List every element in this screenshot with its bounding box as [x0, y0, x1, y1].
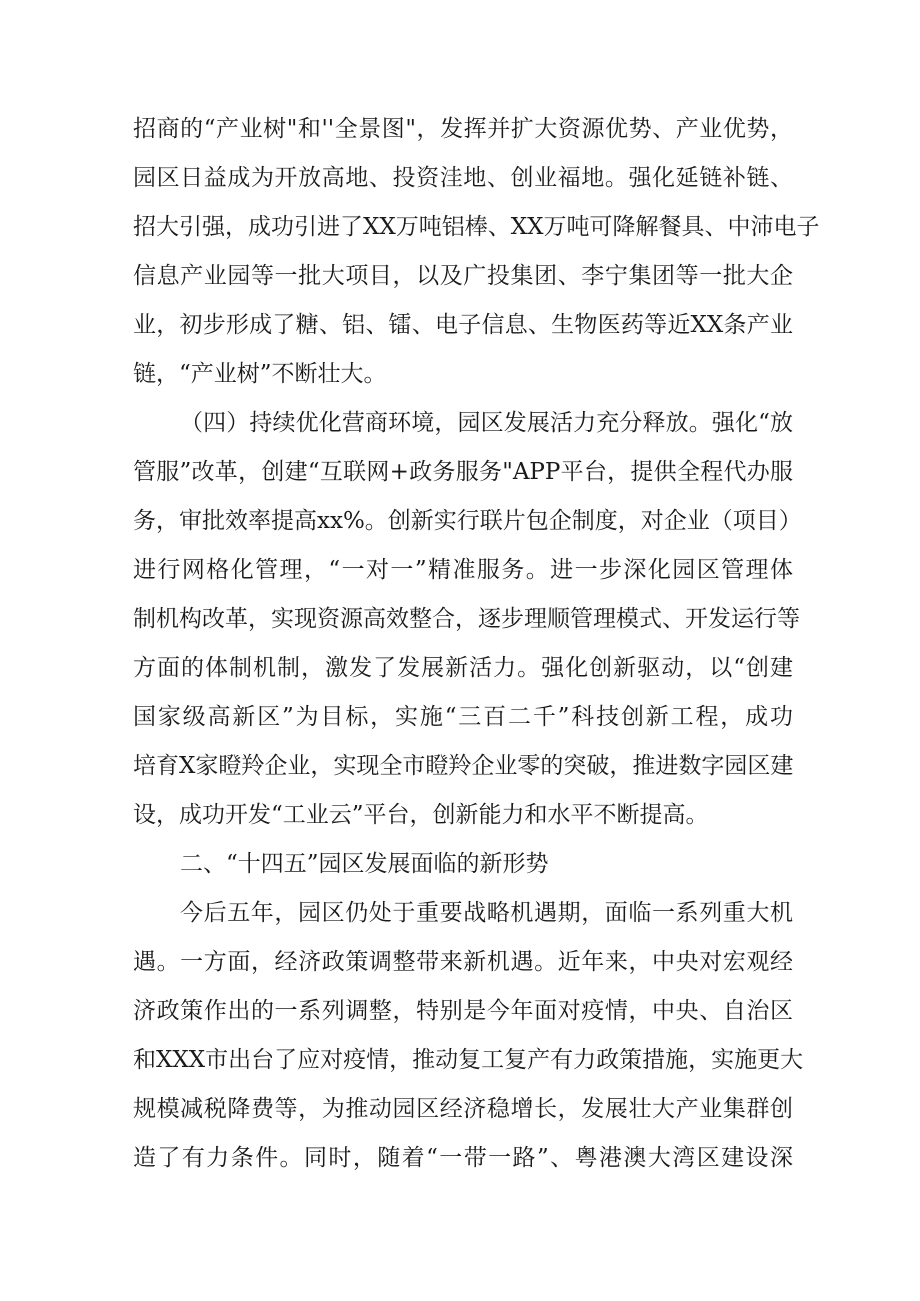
text-line: 设，成功开发“工业云”平台，创新能力和水平不断提高。	[133, 802, 709, 828]
text-line: 务，审批效率提高xx%。创新实行联片包企制度，对企业（项目）	[133, 508, 802, 534]
text-line: 园区日益成为开放高地、投资洼地、创业福地。强化延链补链、	[133, 165, 793, 191]
text-line: 招大引强，成功引进了XX万吨铝棒、XX万吨可降解餐具、中沛电子	[133, 214, 820, 240]
text-line: 链，“产业树”不断壮大。	[133, 361, 387, 387]
section-heading: 二、“十四五”园区发展面临的新形势	[180, 851, 549, 877]
text-line: 进行网格化管理，“一对一”精准服务。进一步深化园区管理体	[133, 557, 793, 583]
text-line: 招商的“产业树"和''全景图"，发挥并扩大资源优势、产业优势，	[133, 116, 793, 142]
text-line: 规模减税降费等，为推动园区经济稳增长，发展壮大产业集群创	[133, 1096, 793, 1122]
text-line: 今后五年，园区仍处于重要战略机遇期，面临一系列重大机	[180, 900, 793, 926]
text-line: 培育X家瞪羚企业，实现全市瞪羚企业零的突破，推进数字园区建	[133, 753, 794, 779]
text-line: 造了有力条件。同时，随着“一带一路”、粤港澳大湾区建设深	[133, 1145, 793, 1171]
text-line: 业，初步形成了糖、铝、镭、电子信息、生物医药等近XX条产业	[133, 312, 793, 338]
text-line: 管服”改革，创建“互联网+政务服务"APP平台，提供全程代办服	[133, 459, 793, 485]
text-line: 和XXX市出台了应对疫情，推动复工复产有力政策措施，实施更大	[133, 1047, 804, 1073]
text-line: 方面的体制机制，激发了发展新活力。强化创新驱动，以“创建	[133, 655, 793, 681]
text-line: 遇。一方面，经济政策调整带来新机遇。近年来，中央对宏观经	[133, 949, 793, 975]
text-line: 制机构改革，实现资源高效整合，逐步理顺管理模式、开发运行等	[133, 606, 800, 632]
text-line: 国家级高新区”为目标，实施“三百二千”科技创新工程，成功	[133, 704, 793, 730]
text-line: 济政策作出的一系列调整，特别是今年面对疫情，中央、自治区	[133, 998, 793, 1024]
text-line: （四）持续优化营商环境，园区发展活力充分释放。强化“放	[180, 410, 793, 436]
text-line: 信息产业园等一批大项目，以及广投集团、李宁集团等一批大企	[133, 263, 793, 289]
